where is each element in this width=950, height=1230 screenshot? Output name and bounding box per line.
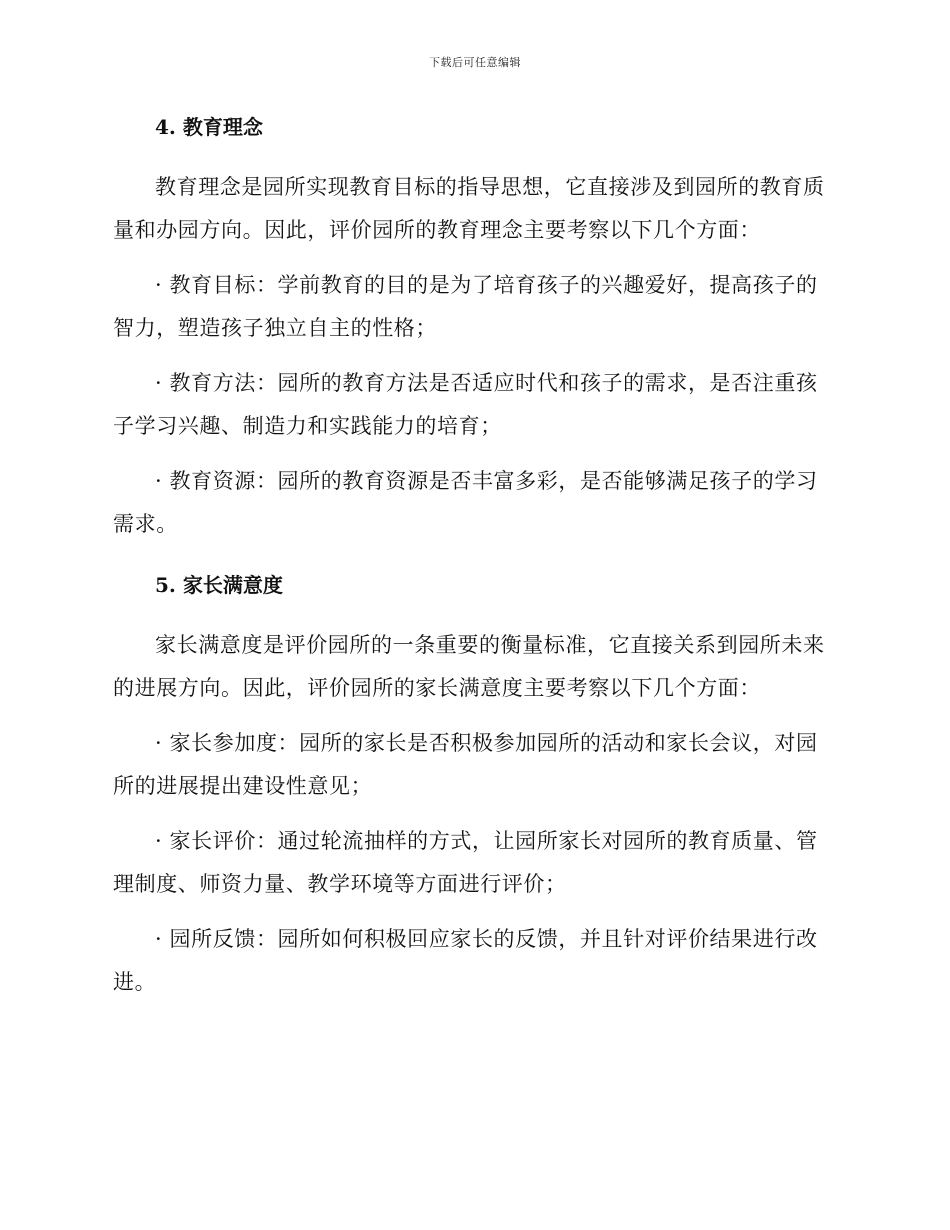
section-title-education-philosophy: 4. 教育理念 bbox=[155, 115, 263, 139]
list-item-parent-participation: · 家长参加度：园所的家长是否积极参加园所的活动和家长会议，对园所的进展提出建设性意见； bbox=[113, 731, 818, 798]
list-item-education-resource: · 教育资源：园所的教育资源是否丰富多彩，是否能够满足孩子的学习需求。 bbox=[113, 469, 818, 536]
list-item-school-feedback: · 园所反馈：园所如何积极回应家长的反馈，并且针对评价结果进行改进。 bbox=[113, 927, 818, 994]
list-item-education-goal: · 教育目标：学前教育的目的是为了培育孩子的兴趣爱好，提高孩子的智力，塑造孩子独立自主的性格； bbox=[113, 273, 818, 340]
header-note: 下载后可任意编辑 bbox=[429, 56, 521, 69]
section-intro-parent-satisfaction: 家长满意度是评价园所的一条重要的衡量标准，它直接关系到园所未来的进展方向。因此，评价园所的家长满意度主要考察以下几个方面： bbox=[113, 633, 825, 700]
section-intro-education-philosophy: 教育理念是园所实现教育目标的指导思想，它直接涉及到园所的教育质量和办园方向。因此，评价园所的教育理念主要考察以下几个方面： bbox=[113, 175, 825, 242]
document-body bbox=[113, 112, 833, 1004]
section-title-parent-satisfaction: 5. 家长满意度 bbox=[155, 573, 283, 597]
list-item-education-method: · 教育方法：园所的教育方法是否适应时代和孩子的需求，是否注重孩子学习兴趣、制造力和实践能力的培育； bbox=[113, 371, 818, 438]
list-item-parent-evaluation: · 家长评价：通过轮流抽样的方式，让园所家长对园所的教育质量、管理制度、师资力量、教学环境等方面进行评价； bbox=[113, 829, 818, 896]
